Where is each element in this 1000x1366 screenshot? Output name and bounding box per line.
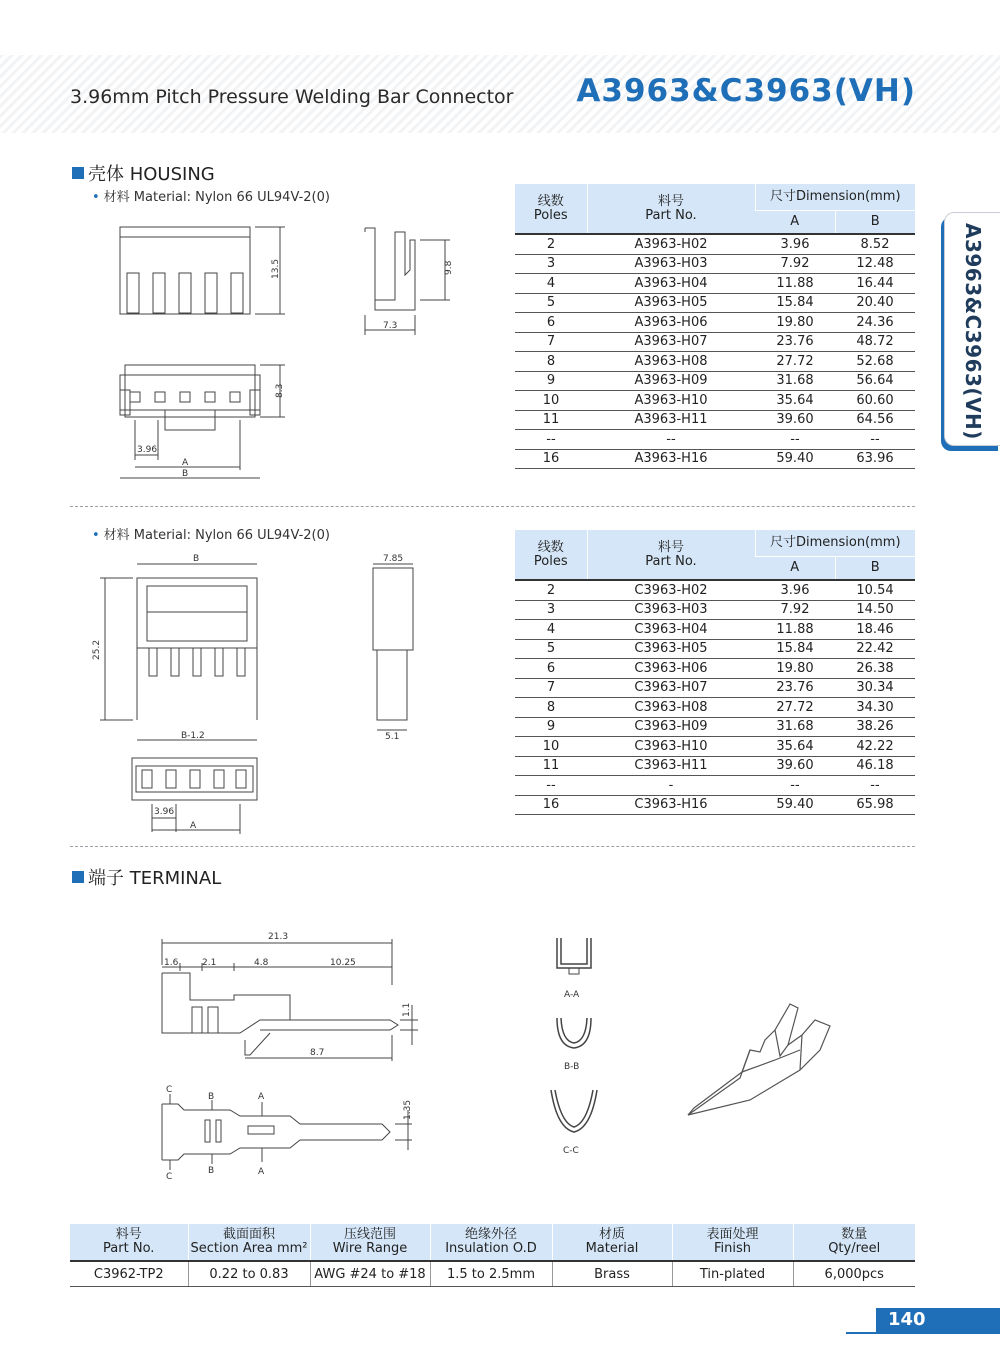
side-tab[interactable]: [944, 212, 1000, 446]
terminal-cell: C3962-TP2: [70, 1261, 188, 1287]
dim-t-d2: 2.1: [202, 958, 217, 968]
table-cell: 24.36: [835, 313, 915, 333]
table-row: [515, 639, 915, 659]
table-cell: 46.18: [835, 756, 915, 776]
table-cell: C3963-H07: [587, 678, 755, 698]
table-cell: 35.64: [755, 391, 835, 411]
col-b: B: [835, 211, 915, 235]
table-cell: 16: [515, 795, 587, 815]
table-cell: 23.76: [755, 332, 835, 352]
table-cell: 60.60: [835, 391, 915, 411]
table-cell: 6: [515, 313, 587, 333]
terminal-cell: AWG #24 to #18: [310, 1261, 430, 1287]
table-cell: 59.40: [755, 449, 835, 469]
sec-bb: B-B: [564, 1062, 580, 1072]
terminal-heading: 端子 TERMINAL: [72, 864, 221, 890]
table-row: [515, 659, 915, 679]
table-cell: 7: [515, 678, 587, 698]
table-cell: 2: [515, 234, 587, 254]
table-cell: 48.72: [835, 332, 915, 352]
table-cell: A3963-H04: [587, 274, 755, 294]
table-row: [515, 678, 915, 698]
table-cell: 9: [515, 717, 587, 737]
table-cell: C3963-H06: [587, 659, 755, 679]
table-cell: 5: [515, 639, 587, 659]
dim-a-height: 13.5: [271, 258, 281, 279]
sec-label-c-bottom: C: [166, 1172, 173, 1182]
terminal-col-header: 绝缘外径 Insulation O.D: [430, 1224, 552, 1261]
dim-t-h2: 1.35: [403, 1099, 413, 1120]
terminal-side-drawing: [150, 925, 425, 1060]
material-a: • 材料 Material: Nylon 66 UL94V-2(0): [92, 190, 330, 205]
table-cell: 11.88: [755, 620, 835, 640]
table-row: [515, 332, 915, 352]
table-row: [515, 274, 915, 294]
sec-label-a-top: A: [258, 1092, 265, 1102]
table-cell: A3963-H06: [587, 313, 755, 333]
dim-c-b-minus: B-1.2: [181, 731, 205, 741]
table-cell: 39.60: [755, 756, 835, 776]
table-cell: 23.76: [755, 678, 835, 698]
table-cell: 52.68: [835, 352, 915, 372]
table-row: [515, 795, 915, 815]
table-row: [515, 756, 915, 776]
table-cell: 30.34: [835, 678, 915, 698]
table-cell: 27.72: [755, 698, 835, 718]
table-cell: 20.40: [835, 293, 915, 313]
dot-icon: •: [92, 528, 100, 543]
table-row: [515, 698, 915, 718]
bullet-square-icon: [72, 871, 84, 883]
terminal-cell: 0.22 to 0.83: [188, 1261, 310, 1287]
table-cell: A3963-H16: [587, 449, 755, 469]
table-cell: 59.40: [755, 795, 835, 815]
table-cell: 16: [515, 449, 587, 469]
table-cell: C3963-H10: [587, 737, 755, 757]
divider: [70, 846, 915, 847]
table-cell: C3963-H02: [587, 580, 755, 600]
housing-a-side-drawing: [355, 220, 465, 345]
table-row: [515, 293, 915, 313]
table-cell: 7.92: [755, 600, 835, 620]
dim-t-d4: 10.25: [330, 958, 356, 968]
table-cell: A3963-H02: [587, 234, 755, 254]
terminal-col-header: 压线范围 Wire Range: [310, 1224, 430, 1261]
table-cell: --: [515, 776, 587, 796]
table-row: [515, 449, 915, 469]
col-dimension: 尺寸Dimension(mm): [755, 184, 915, 211]
terminal-cell: Brass: [552, 1261, 672, 1287]
terminal-cell: 6,000pcs: [793, 1261, 915, 1287]
table-cell: 11: [515, 756, 587, 776]
table-cell: -: [587, 776, 755, 796]
table-cell: 35.64: [755, 737, 835, 757]
housing-a-bottom-drawing: [110, 360, 300, 485]
bullet-square-icon: [72, 167, 84, 179]
dim-c-a: A: [190, 821, 197, 831]
dim-a-side-width: 7.3: [383, 321, 398, 331]
side-tab-label: A3963&C3963(VH): [961, 223, 985, 440]
dim-t-d1: 1.6: [164, 958, 179, 968]
table-cell: 12.48: [835, 254, 915, 274]
table-cell: C3963-H11: [587, 756, 755, 776]
table-row: [515, 254, 915, 274]
terminal-3d-illustration: [680, 990, 850, 1120]
page-subtitle: 3.96mm Pitch Pressure Welding Bar Connector: [70, 86, 514, 108]
table-cell: C3963-H09: [587, 717, 755, 737]
table-cell: --: [835, 776, 915, 796]
dim-c-side-bottom: 5.1: [385, 732, 400, 742]
col-poles: 线数 Poles: [515, 184, 587, 234]
housing-heading: 壳体 HOUSING: [72, 160, 215, 186]
col-part-no: 料号 Part No.: [587, 184, 755, 234]
page-number-badge: [876, 1308, 1000, 1334]
table-cell: 63.96: [835, 449, 915, 469]
dim-c-b: B: [193, 554, 200, 564]
table-cell: 39.60: [755, 410, 835, 430]
dim-c-pitch: 3.96: [154, 807, 175, 817]
table-cell: 22.42: [835, 639, 915, 659]
table-cell: A3963-H03: [587, 254, 755, 274]
table-cell: 26.38: [835, 659, 915, 679]
col-a: A: [755, 211, 835, 235]
housing-c-bottom-drawing: [120, 748, 270, 838]
table-cell: 8.52: [835, 234, 915, 254]
table-cell: A3963-H05: [587, 293, 755, 313]
terminal-top-drawing: [150, 1080, 425, 1185]
table-cell: C3963-H05: [587, 639, 755, 659]
terminal-col-header: 料号 Part No.: [70, 1224, 188, 1261]
dim-t-d3: 4.8: [254, 958, 269, 968]
table-cell: A3963-H08: [587, 352, 755, 372]
dim-a-bottom-height: 8.3: [275, 383, 285, 398]
terminal-col-header: 截面面积 Section Area mm²: [188, 1224, 310, 1261]
dot-icon: •: [92, 190, 100, 205]
table-cell: 3: [515, 254, 587, 274]
table-cell: 18.46: [835, 620, 915, 640]
table-row: [515, 430, 915, 450]
table-cell: 5: [515, 293, 587, 313]
table-cell: --: [587, 430, 755, 450]
dim-a-pitch: 3.96: [137, 445, 158, 455]
sec-cc: C-C: [563, 1146, 579, 1156]
table-cell: C3963-H03: [587, 600, 755, 620]
table-cell: --: [755, 430, 835, 450]
table-row: [515, 600, 915, 620]
table-row: [515, 737, 915, 757]
table-cell: 64.56: [835, 410, 915, 430]
terminal-col-header: 表面处理 Finish: [672, 1224, 793, 1261]
table-cell: 11: [515, 410, 587, 430]
table-cell: 4: [515, 620, 587, 640]
col-dimension: 尺寸Dimension(mm): [755, 530, 915, 557]
table-cell: 10: [515, 737, 587, 757]
material-c: • 材料 Material: Nylon 66 UL94V-2(0): [92, 528, 330, 543]
dim-c-height: 25.2: [92, 639, 102, 660]
table-cell: 9: [515, 371, 587, 391]
table-cell: 15.84: [755, 639, 835, 659]
table-cell: --: [835, 430, 915, 450]
housing-c-table: [515, 530, 915, 815]
table-cell: A3963-H11: [587, 410, 755, 430]
terminal-cell: Tin-plated: [672, 1261, 793, 1287]
table-cell: 16.44: [835, 274, 915, 294]
table-cell: A3963-H10: [587, 391, 755, 411]
sec-label-a-bottom: A: [258, 1167, 265, 1177]
table-cell: 15.84: [755, 293, 835, 313]
table-cell: 34.30: [835, 698, 915, 718]
table-row: [515, 717, 915, 737]
terminal-sections-drawing: [545, 930, 605, 1160]
table-cell: 3: [515, 600, 587, 620]
table-cell: 38.26: [835, 717, 915, 737]
table-cell: 14.50: [835, 600, 915, 620]
table-row: [515, 776, 915, 796]
housing-a-front-drawing: [100, 215, 300, 325]
dim-t-d5: 8.7: [310, 1048, 325, 1058]
table-cell: 7.92: [755, 254, 835, 274]
table-row: [515, 391, 915, 411]
table-cell: 56.64: [835, 371, 915, 391]
table-cell: 2: [515, 580, 587, 600]
col-poles: 线数 Poles: [515, 530, 587, 580]
table-cell: A3963-H09: [587, 371, 755, 391]
table-cell: 3.96: [755, 234, 835, 254]
terminal-cell: 1.5 to 2.5mm: [430, 1261, 552, 1287]
table-cell: 65.98: [835, 795, 915, 815]
table-row: [515, 313, 915, 333]
dim-t-h1: 1.1: [402, 1002, 412, 1017]
table-cell: C3963-H16: [587, 795, 755, 815]
table-row: [515, 352, 915, 372]
terminal-col-header: 数量 Qty/reel: [793, 1224, 915, 1261]
divider: [70, 506, 915, 507]
table-cell: 19.80: [755, 313, 835, 333]
dim-c-side-width: 7.85: [383, 554, 404, 564]
table-row: [515, 620, 915, 640]
dim-t-len: 21.3: [268, 932, 289, 942]
table-row: [515, 580, 915, 600]
table-cell: 8: [515, 698, 587, 718]
table-cell: A3963-H07: [587, 332, 755, 352]
table-cell: 8: [515, 352, 587, 372]
sec-label-b-bottom: B: [208, 1166, 215, 1176]
table-cell: 10: [515, 391, 587, 411]
col-part-no: 料号 Part No.: [587, 530, 755, 580]
table-cell: 31.68: [755, 717, 835, 737]
terminal-table: [70, 1224, 915, 1287]
table-cell: 11.88: [755, 274, 835, 294]
sec-aa: A-A: [564, 990, 580, 1000]
table-cell: 4: [515, 274, 587, 294]
table-cell: C3963-H08: [587, 698, 755, 718]
housing-c-front-drawing: [85, 550, 275, 740]
dim-a-b: B: [182, 469, 189, 479]
terminal-col-header: 材质 Material: [552, 1224, 672, 1261]
col-a: A: [755, 557, 835, 581]
table-cell: --: [755, 776, 835, 796]
table-cell: 31.68: [755, 371, 835, 391]
table-row: [515, 371, 915, 391]
sec-label-b-top: B: [208, 1092, 215, 1102]
table-cell: 7: [515, 332, 587, 352]
table-cell: 10.54: [835, 580, 915, 600]
table-row: [515, 234, 915, 254]
table-row: [515, 410, 915, 430]
sec-label-c-top: C: [166, 1085, 173, 1095]
table-cell: 19.80: [755, 659, 835, 679]
dim-a-a: A: [182, 458, 189, 468]
table-cell: 42.22: [835, 737, 915, 757]
table-cell: 27.72: [755, 352, 835, 372]
page-title: A3963&C3963(VH): [576, 73, 916, 109]
page-number: 140: [888, 1309, 926, 1330]
housing-a-table: [515, 184, 915, 469]
table-cell: 6: [515, 659, 587, 679]
housing-c-side-drawing: [365, 552, 425, 742]
table-cell: --: [515, 430, 587, 450]
table-cell: 3.96: [755, 580, 835, 600]
dim-a-side-height: 9.8: [444, 260, 454, 275]
col-b: B: [835, 557, 915, 581]
table-cell: C3963-H04: [587, 620, 755, 640]
